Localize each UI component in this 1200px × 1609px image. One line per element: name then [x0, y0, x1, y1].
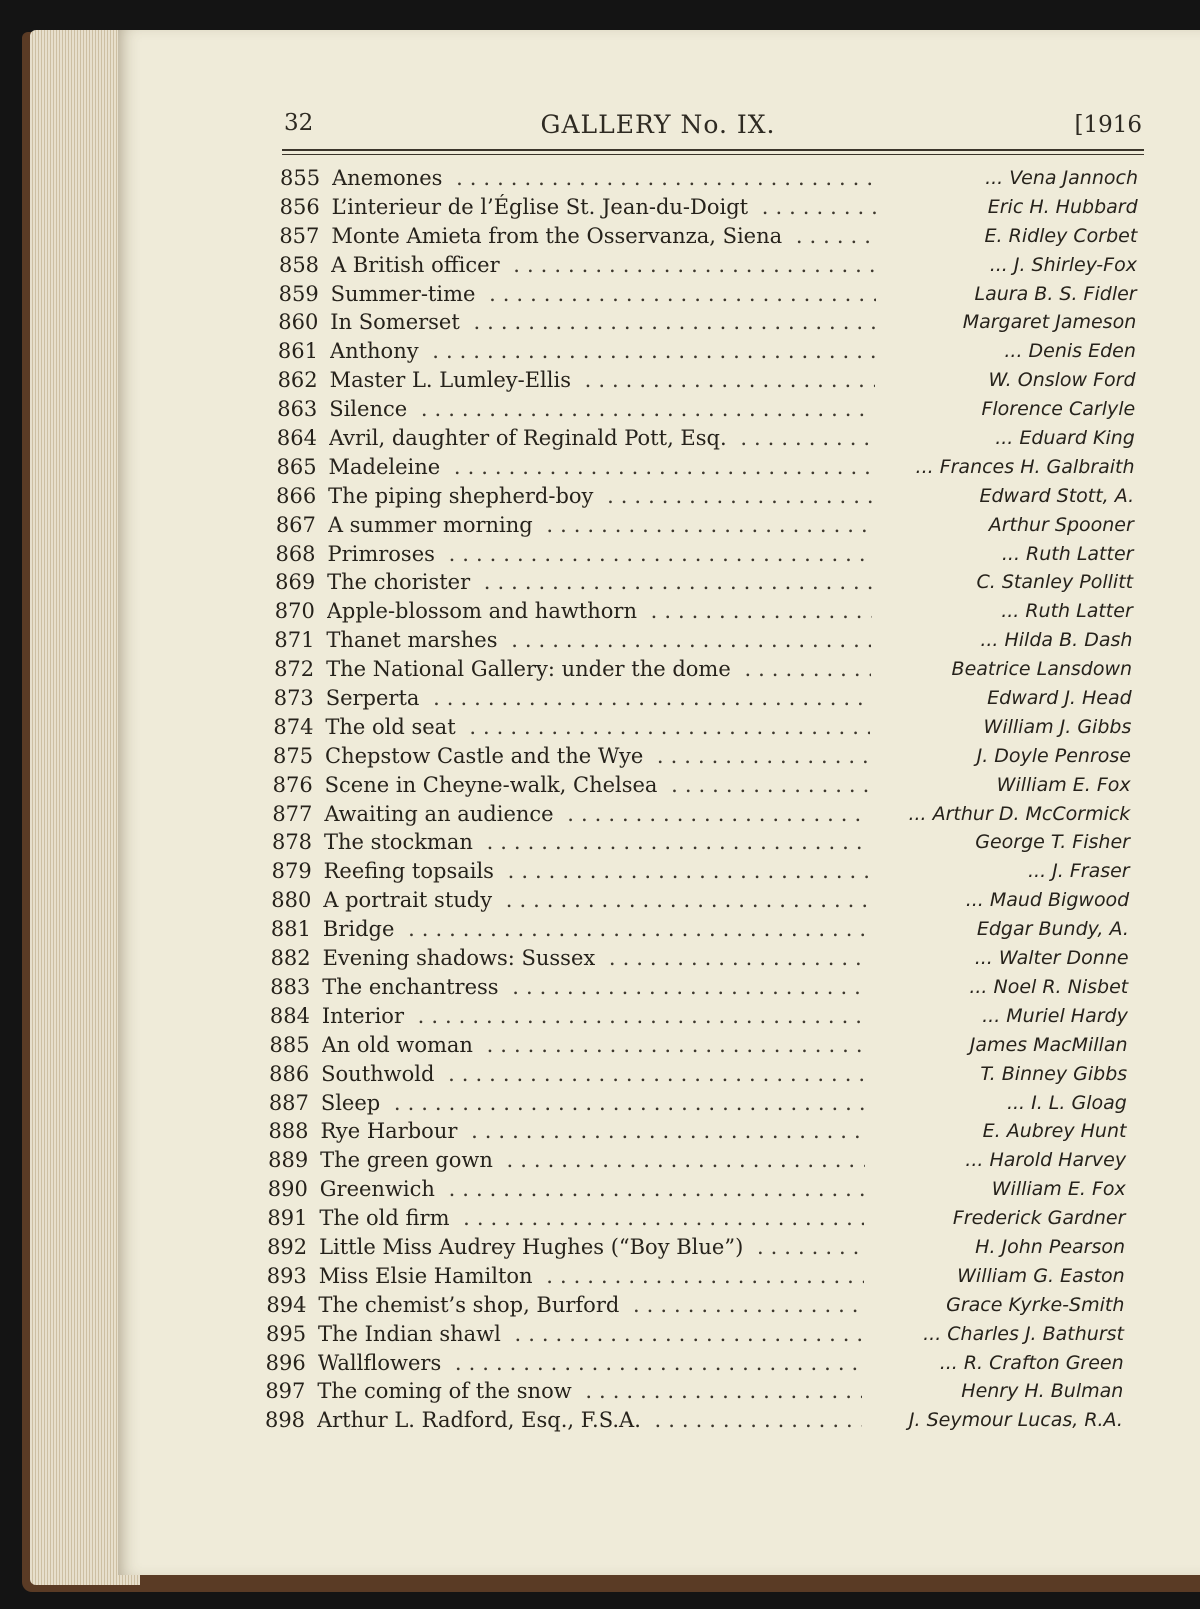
entry-title: Anthony .....: [330, 337, 875, 366]
entry-number: 884: [269, 1003, 310, 1028]
entry-title: Reefing topsails .....: [324, 857, 869, 886]
entry-title: The Indian shawl .....: [318, 1320, 863, 1349]
year-label: [1916: [1074, 112, 1142, 138]
entry-title: The piping shepherd-boy .....: [328, 482, 873, 511]
entry-number: 890: [267, 1177, 308, 1202]
running-head: [168, 108, 1148, 148]
entry-title: Sleep .....: [321, 1089, 866, 1118]
entry-title: Madeleine .....: [329, 453, 874, 482]
entry-title: The stockman .....: [324, 828, 869, 857]
entry-number: 865: [276, 454, 317, 479]
catalogue-entry: [268, 1175, 1138, 1204]
entry-artist: H. John Pearson: [969, 1233, 1125, 1262]
entry-number: 891: [267, 1206, 308, 1231]
entry-title: Apple-blossom and hawthorn .....: [327, 597, 872, 626]
entry-artist: William E. Fox: [986, 1175, 1126, 1204]
entry-artist: ... Eduard King: [989, 424, 1135, 453]
entry-artist: Margaret Jameson: [957, 308, 1137, 337]
entry-number: 862: [277, 368, 318, 393]
entry-title: Summer-time .....: [331, 280, 876, 309]
entry-artist: Arthur Spooner: [983, 511, 1134, 540]
entry-title: The coming of the snow .....: [317, 1377, 862, 1406]
catalogue-entry: [270, 1002, 1140, 1031]
entry-title: Rye Harbour .....: [320, 1117, 865, 1146]
entry-title: Master L. Lumley-Ellis .....: [330, 366, 875, 395]
catalogue-entry: [265, 1406, 1135, 1435]
catalogue-entry: [272, 828, 1142, 857]
entry-number: 883: [270, 974, 311, 999]
entry-number: 895: [266, 1321, 307, 1346]
header-rule: [282, 149, 1144, 151]
entry-title: The old firm .....: [319, 1204, 864, 1233]
entry-artist: ... I. L. Gloag: [1001, 1089, 1127, 1118]
entry-artist: George T. Fisher: [969, 828, 1130, 857]
entry-title: The green gown .....: [320, 1146, 865, 1175]
entry-number: 856: [279, 194, 320, 219]
entry-number: 888: [268, 1119, 309, 1144]
entry-artist: ... Ruth Latter: [995, 597, 1133, 626]
catalogue-entry: [267, 1204, 1137, 1233]
entry-number: 886: [269, 1061, 310, 1086]
entry-artist: E. Aubrey Hunt: [977, 1117, 1127, 1146]
catalogue-entry: [266, 1349, 1136, 1378]
entry-number: 855: [280, 166, 321, 190]
entry-artist: ... Ruth Latter: [996, 540, 1134, 569]
entry-artist: Frederick Gardner: [947, 1204, 1126, 1233]
entry-number: 893: [266, 1263, 307, 1288]
entry-title: Arthur L. Radford, Esq., F.S.A. .....: [317, 1406, 862, 1435]
entry-number: 866: [276, 483, 317, 508]
catalogue-entry: [267, 1262, 1137, 1291]
entry-artist: W. Onslow Ford: [982, 366, 1135, 395]
catalogue-entry: [280, 193, 1150, 222]
entry-artist: William J. Gibbs: [978, 713, 1132, 742]
entry-number: 868: [275, 541, 316, 566]
entry-artist: ... Muriel Hardy: [976, 1002, 1128, 1031]
entry-artist: Laura B. S. Fidler: [969, 280, 1137, 309]
entry-number: 859: [278, 281, 319, 306]
catalogue-entry: [277, 424, 1147, 453]
catalogue-entry: [275, 568, 1145, 597]
entry-title: Primroses .....: [327, 540, 872, 569]
entry-artist: Florence Carlyle: [975, 395, 1135, 424]
catalogue-entry: [277, 453, 1147, 482]
entry-number: 877: [272, 801, 313, 826]
entry-artist: Edward J. Head: [981, 684, 1132, 713]
entry-artist: J. Seymour Lucas, R.A.: [903, 1406, 1123, 1435]
catalogue-entry: [265, 1377, 1135, 1406]
entry-title: Interior .....: [322, 1002, 867, 1031]
entry-title: Avril, daughter of Reginald Pott, Esq. .....: [329, 424, 874, 453]
catalogue-entry: [268, 1146, 1138, 1175]
entry-number: 887: [268, 1090, 309, 1115]
catalogue-entry: [269, 1089, 1139, 1118]
entry-artist: Grace Kyrke-Smith: [940, 1291, 1124, 1320]
entry-title: The chorister .....: [327, 568, 872, 597]
entry-artist: C. Stanley Pollitt: [970, 568, 1133, 597]
entry-artist: James MacMillan: [964, 1031, 1128, 1060]
entry-artist: ... Hilda B. Dash: [974, 626, 1132, 655]
entry-artist: ... J. Fraser: [1022, 857, 1130, 886]
catalogue-entry: [275, 597, 1145, 626]
catalogue-entry: [279, 222, 1149, 251]
catalogue-entry: [274, 684, 1144, 713]
catalogue-entry: [272, 857, 1142, 886]
entry-title: The National Gallery: under the dome .....: [326, 655, 871, 684]
header-rule-thin: [282, 154, 1144, 155]
entry-number: 876: [272, 772, 313, 797]
entry-number: 863: [277, 397, 318, 422]
entry-artist: William E. Fox: [991, 771, 1131, 800]
catalogue-entry: [272, 800, 1142, 829]
entry-artist: ... Maud Bigwood: [960, 886, 1130, 915]
catalogue-entry: [277, 395, 1147, 424]
catalogue-entry: [280, 164, 1150, 193]
entry-number: 869: [275, 570, 316, 595]
entry-title: Southwold .....: [321, 1060, 866, 1089]
catalogue-entry: [271, 915, 1141, 944]
catalogue-entry: [278, 337, 1148, 366]
catalogue-entry: [273, 742, 1143, 771]
entry-title: Little Miss Audrey Hughes (“Boy Blue”) .....: [319, 1233, 864, 1262]
catalogue-entry: [273, 771, 1143, 800]
entry-title: Thanet marshes .....: [326, 626, 871, 655]
entry-title: The enchantress .....: [322, 973, 867, 1002]
entry-artist: ... Denis Eden: [998, 337, 1136, 366]
page-number: 32: [284, 110, 314, 136]
entry-title: The old seat .....: [325, 713, 870, 742]
entry-title: In Somerset .....: [330, 308, 875, 337]
catalogue-entry: [270, 973, 1140, 1002]
entry-title: Wallflowers .....: [318, 1349, 863, 1378]
entry-number: 867: [275, 512, 316, 537]
catalogue-entry: [270, 1031, 1140, 1060]
catalogue-entry: [274, 655, 1144, 684]
entry-artist: ... Charles J. Bathurst: [917, 1320, 1124, 1349]
entry-artist: Beatrice Lansdown: [946, 655, 1133, 684]
entry-artist: ... Harold Harvey: [959, 1146, 1126, 1175]
gallery-title: GALLERY No. IX.: [540, 110, 776, 139]
entry-title: Silence .....: [329, 395, 874, 424]
entry-title: Greenwich .....: [320, 1175, 865, 1204]
entry-artist: Henry H. Bulman: [955, 1377, 1123, 1406]
entry-number: 861: [277, 339, 318, 364]
entry-number: 878: [271, 830, 313, 855]
catalogue-entry: [278, 308, 1148, 337]
catalogue-entry: [267, 1233, 1137, 1262]
entry-artist: ... R. Crafton Green: [934, 1349, 1124, 1378]
entry-title: An old woman .....: [322, 1031, 867, 1060]
catalogue-entry: [276, 482, 1146, 511]
catalogue-entry: [273, 713, 1143, 742]
catalogue-entry: [266, 1291, 1136, 1320]
entry-number: 874: [273, 714, 314, 739]
entry-title: Monte Amieta from the Osservanza, Siena .....: [331, 222, 876, 251]
entry-number: 871: [274, 628, 315, 653]
catalogue-entry: [274, 626, 1144, 655]
entry-number: 882: [270, 946, 311, 971]
entry-title: The chemist’s shop, Burford .....: [318, 1291, 863, 1320]
entry-artist: ... Arthur D. McCormick: [902, 800, 1130, 829]
entry-artist: William G. Easton: [951, 1262, 1125, 1291]
entry-number: 897: [265, 1379, 306, 1404]
entry-number: 880: [271, 888, 312, 913]
entry-number: 881: [270, 917, 311, 942]
entry-number: 860: [278, 310, 319, 335]
entry-title: Bridge .....: [323, 915, 868, 944]
entry-title: Anemones .....: [332, 164, 877, 193]
entry-title: Scene in Cheyne-walk, Chelsea .....: [325, 771, 870, 800]
entry-title: A summer morning .....: [328, 511, 873, 540]
catalogue-entry: [268, 1117, 1138, 1146]
entry-artist: ... Frances H. Galbraith: [910, 453, 1135, 482]
entry-number: 896: [265, 1350, 306, 1375]
entry-title: Evening shadows: Sussex .....: [323, 944, 868, 973]
entry-title: A British officer .....: [331, 251, 876, 280]
catalogue-entries: [264, 164, 1150, 1435]
entry-artist: J. Doyle Penrose: [971, 742, 1131, 771]
entry-artist: ... J. Shirley-Fox: [984, 251, 1137, 280]
entry-number: 889: [268, 1148, 309, 1173]
entry-artist: Edward Stott, A.: [973, 482, 1134, 511]
entry-artist: ... Noel R. Nisbet: [963, 973, 1128, 1002]
entry-artist: ... Walter Donne: [969, 944, 1129, 973]
entry-artist: T. Binney Gibbs: [974, 1060, 1127, 1089]
entry-number: 885: [269, 1032, 310, 1057]
catalogue-entry: [276, 511, 1146, 540]
catalogue-entry: [278, 366, 1148, 395]
catalogue-entry: [269, 1060, 1139, 1089]
entry-artist: Eric H. Hubbard: [982, 193, 1138, 222]
entry-title: Awaiting an audience .....: [324, 800, 869, 829]
entry-number: 873: [273, 686, 314, 711]
entry-title: A portrait study .....: [323, 886, 868, 915]
entry-artist: Edgar Bundy, A.: [971, 915, 1129, 944]
entry-number: 858: [278, 252, 320, 277]
entry-artist: E. Ridley Corbet: [979, 222, 1138, 251]
entry-number: 894: [266, 1292, 307, 1317]
entry-artist: ... Vena Jannoch: [979, 164, 1138, 193]
entry-number: 864: [276, 426, 317, 451]
entry-title: Serperta .....: [326, 684, 871, 713]
catalogue-entry: [275, 540, 1145, 569]
entry-title: Miss Elsie Hamilton .....: [319, 1262, 864, 1291]
catalogue-entry: [279, 280, 1149, 309]
entry-title: L’interieur de l’Église St. Jean-du-Doigt .....: [332, 193, 877, 222]
entry-title: Chepstow Castle and the Wye .....: [325, 742, 870, 771]
catalogue-entry: [271, 944, 1141, 973]
catalogue-entry: [279, 251, 1149, 280]
entry-number: 857: [279, 223, 320, 248]
entry-number: 879: [271, 859, 312, 884]
entry-number: 875: [273, 743, 314, 768]
entry-number: 892: [267, 1234, 308, 1259]
catalogue-entry: [266, 1320, 1136, 1349]
entry-number: 872: [274, 657, 315, 682]
entry-number: 870: [274, 599, 315, 624]
entry-number: 898: [264, 1408, 306, 1433]
catalogue-entry: [271, 886, 1141, 915]
